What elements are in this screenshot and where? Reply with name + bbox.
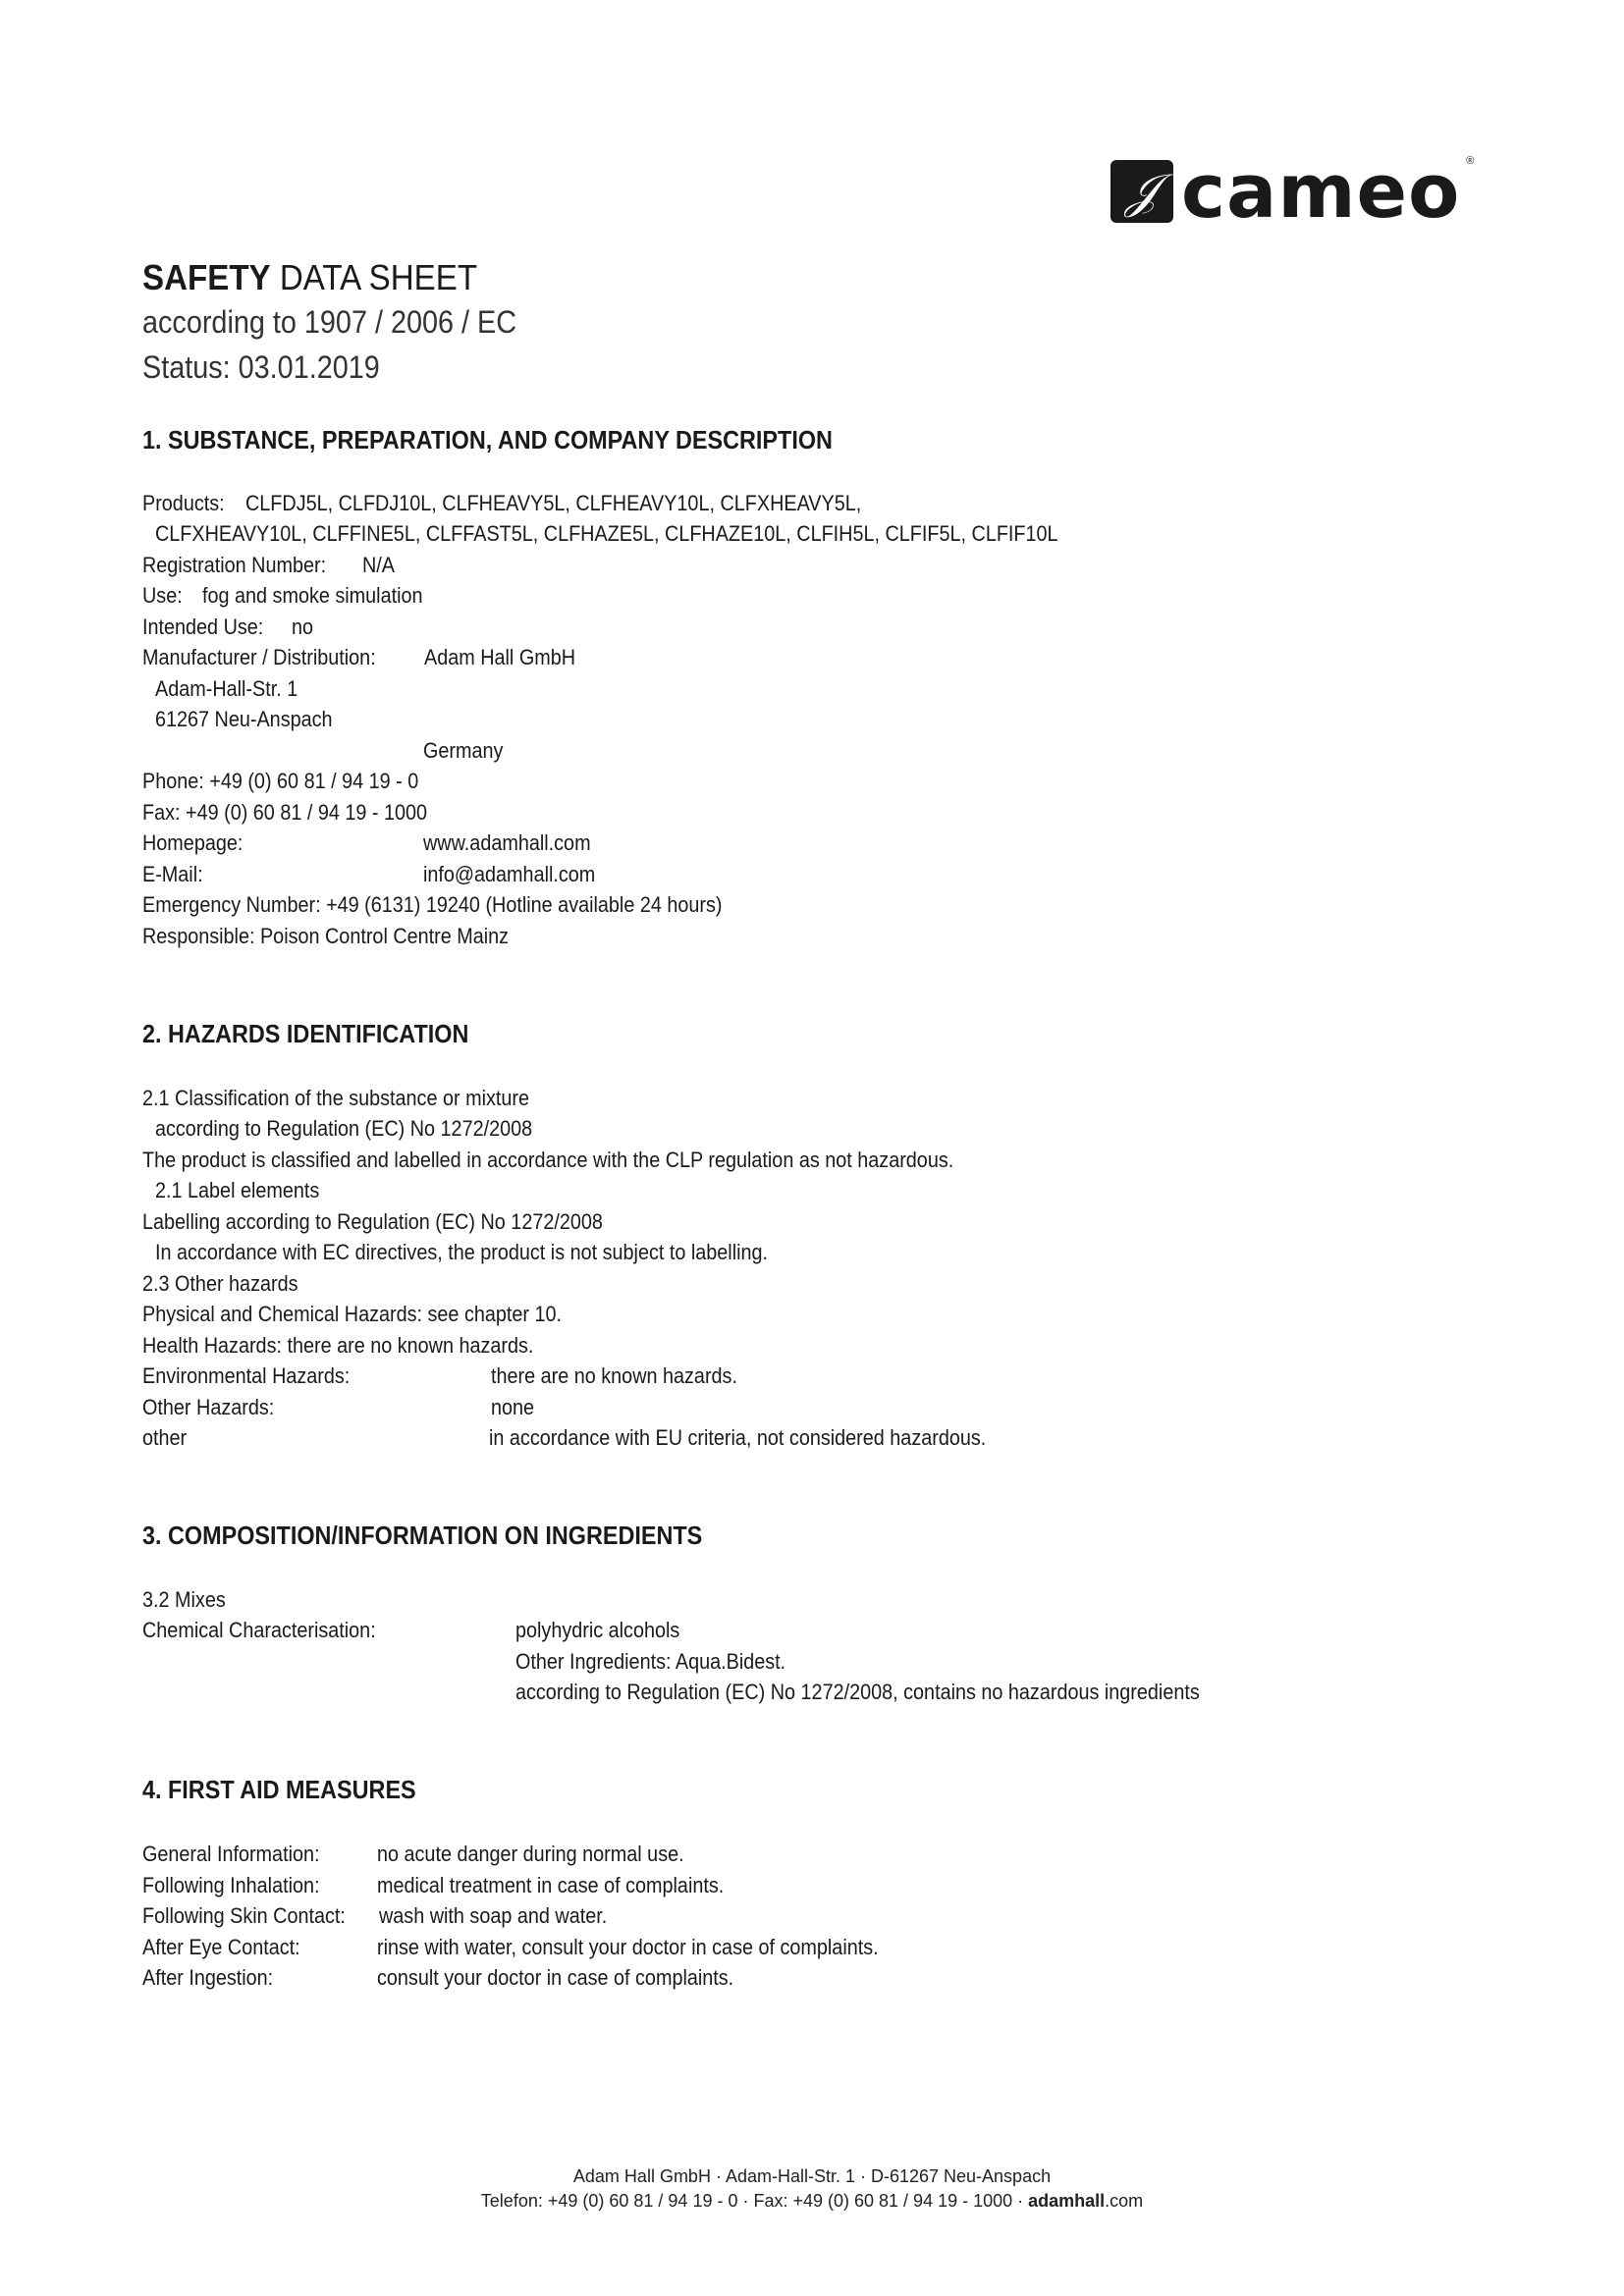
use-value: fog and smoke simulation (202, 583, 423, 608)
address-country: Germany (423, 738, 504, 763)
hazards-line-6: In accordance with EC directives, the product is not subject to labelling. (155, 1240, 769, 1264)
fax-line: Fax: +49 (0) 60 81 / 94 19 - 1000 (142, 800, 428, 825)
document-status: Status: 03.01.2019 (142, 349, 380, 385)
first-aid-value: medical treatment in case of complaints. (377, 1873, 725, 1897)
email-label: E-Mail: (142, 862, 203, 886)
responsible-line: Responsible: Poison Control Centre Mainz (142, 924, 510, 948)
hazards-line-1: 2.1 Classification of the substance or mixture (142, 1086, 529, 1110)
first-aid-label: Following Skin Contact: (142, 1903, 346, 1928)
footer-contact: Telefon: +49 (0) 60 81 / 94 19 - 0 · Fax: +49 (0) 60 81 / 94 19 - 1000 · adamhall.com (480, 2191, 1144, 2211)
registered-mark: ® (1466, 155, 1475, 167)
first-aid-value: no acute danger during normal use. (377, 1842, 684, 1866)
cameo-logo (1110, 147, 1475, 235)
footer-address: Adam Hall GmbH · Adam-Hall-Str. 1 · D-61267 Neu-Anspach (572, 2166, 1052, 2186)
other-hazards-label: Other Hazards: (142, 1395, 275, 1419)
section-4-heading: 4. FIRST AID MEASURES (142, 1775, 416, 1804)
intended-use-label: Intended Use: (142, 614, 264, 639)
homepage-value: www.adamhall.com (423, 830, 591, 855)
manufacturer-value: Adam Hall GmbH (424, 645, 576, 669)
other-label: other (142, 1425, 188, 1450)
email-value: info@adamhall.com (423, 862, 596, 886)
other-value: in accordance with EU criteria, not considered hazardous. (489, 1425, 987, 1450)
document-title: SAFETY DATA SHEET (142, 257, 478, 297)
section-2-heading: 2. HAZARDS IDENTIFICATION (142, 1019, 469, 1048)
hazards-line-2: according to Regulation (EC) No 1272/2008 (155, 1116, 533, 1141)
environmental-hazards-label: Environmental Hazards: (142, 1363, 351, 1388)
emergency-number: Emergency Number: +49 (6131) 19240 (Hotline available 24 hours) (142, 892, 723, 917)
first-aid-value: wash with soap and water. (379, 1903, 608, 1928)
first-aid-label: Following Inhalation: (142, 1873, 320, 1897)
products-line-2: CLFXHEAVY10L, CLFFINE5L, CLFFAST5L, CLFHAZE5L, CLFHAZE10L, CLFIH5L, CLFIF5L, CLFIF10L (155, 521, 1058, 546)
first-aid-value: rinse with water, consult your doctor in case of complaints. (377, 1935, 879, 1959)
first-aid-label: General Information: (142, 1842, 320, 1866)
first-aid-label: After Ingestion: (142, 1965, 274, 1990)
chemical-characterisation-label: Chemical Characterisation: (142, 1618, 376, 1642)
homepage-label: Homepage: (142, 830, 244, 855)
footer-brand: adamhall (1028, 2191, 1106, 2211)
hazards-line-3: The product is classified and labelled in accordance with the CLP regulation as not hazardous. (142, 1148, 954, 1172)
first-aid-label: After Eye Contact: (142, 1935, 300, 1959)
registration-label: Registration Number: (142, 553, 327, 577)
hazards-line-7: 2.3 Other hazards (142, 1271, 298, 1296)
use-label: Use: (142, 583, 183, 608)
intended-use-value: no (292, 614, 314, 639)
other-ingredients: Other Ingredients: Aqua.Bidest. (515, 1649, 786, 1674)
hazards-line-8: Physical and Chemical Hazards: see chapter 10. (142, 1302, 563, 1326)
mixes-label: 3.2 Mixes (142, 1587, 226, 1612)
document-regulation: according to 1907 / 2006 / EC (142, 304, 517, 340)
hazards-line-9: Health Hazards: there are no known hazards. (142, 1333, 534, 1358)
products-line-1: CLFDJ5L, CLFDJ10L, CLFHEAVY5L, CLFHEAVY10L, CLFXHEAVY5L, (245, 491, 862, 515)
hazards-line-5: Labelling according to Regulation (EC) No 1272/2008 (142, 1209, 603, 1234)
other-hazards-value: none (491, 1395, 535, 1419)
environmental-hazards-value: there are no known hazards. (491, 1363, 737, 1388)
first-aid-value: consult your doctor in case of complaints. (377, 1965, 734, 1990)
cameo-logo-text: cameo (1181, 147, 1461, 235)
hazards-line-4: 2.1 Label elements (155, 1178, 320, 1202)
products-label: Products: (142, 491, 225, 515)
address-street: Adam-Hall-Str. 1 (155, 676, 298, 701)
section-1-heading: 1. SUBSTANCE, PREPARATION, AND COMPANY DESCRIPTION (142, 425, 833, 454)
address-city: 61267 Neu-Anspach (155, 707, 333, 731)
manufacturer-label: Manufacturer / Distribution: (142, 645, 376, 669)
phone-line: Phone: +49 (0) 60 81 / 94 19 - 0 (142, 769, 419, 793)
section-3-heading: 3. COMPOSITION/INFORMATION ON INGREDIENTS (142, 1521, 703, 1550)
chemical-characterisation-value: polyhydric alcohols (515, 1618, 680, 1642)
regulation-note: according to Regulation (EC) No 1272/2008, contains no hazardous ingredients (515, 1680, 1200, 1704)
registration-value: N/A (362, 553, 396, 577)
cameo-logo-mark: 𝒥 (1110, 160, 1173, 223)
